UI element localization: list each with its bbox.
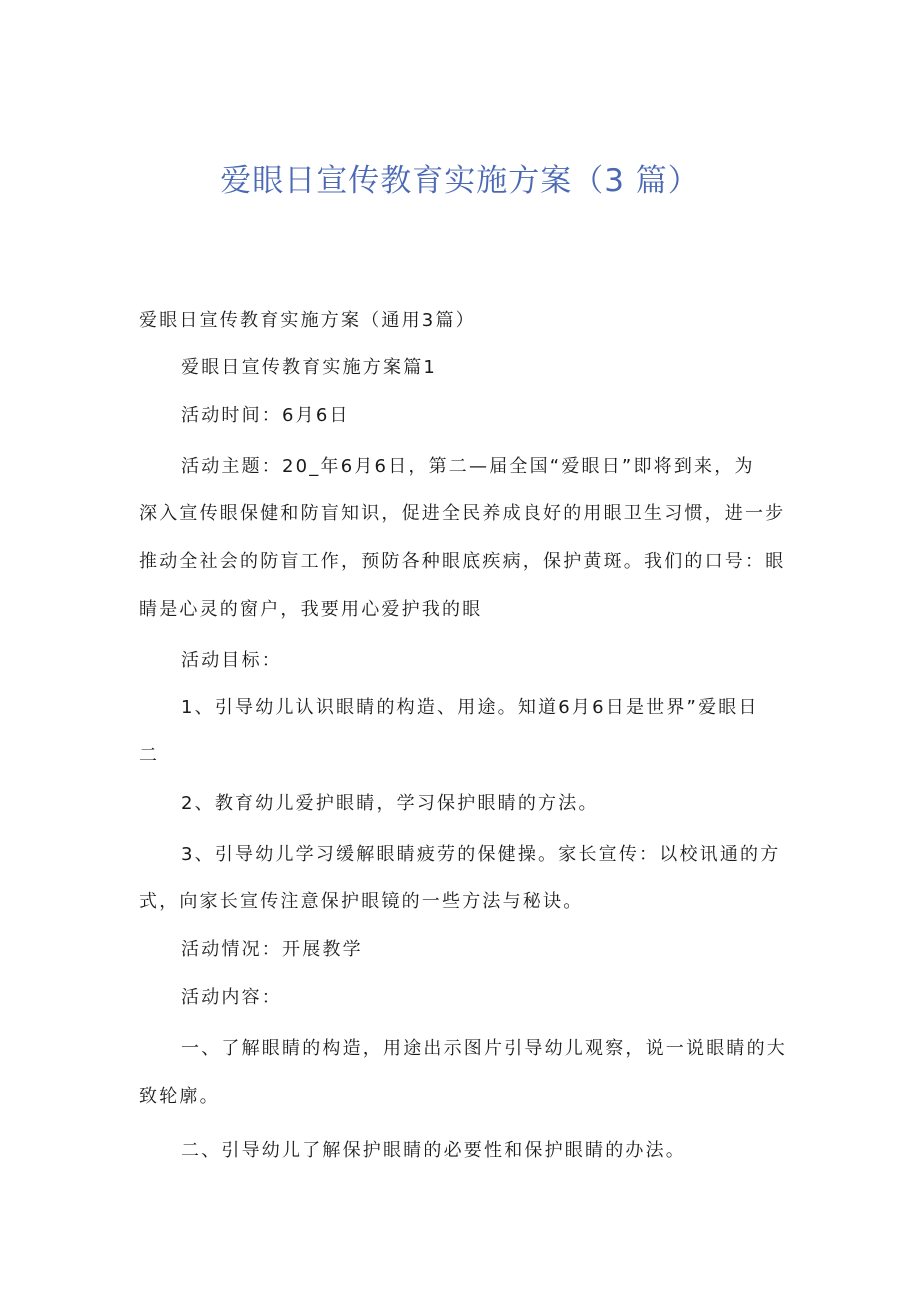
content-2: 二、引导幼儿了解保护眼睛的必要性和保护眼睛的办法。 [181,1140,686,1161]
document-title: 爱眼日宣传教育实施方案（3 篇） [220,163,700,199]
activity-situation: 活动情况：开展教学 [181,939,363,960]
activity-theme-line-4: 睛是心灵的窗户，我要用心爱护我的眼 [139,599,483,620]
goal-1-line-2: 二 [139,745,160,766]
subtitle-line: 爱眼日宣传教育实施方案（通用3篇） [139,310,476,331]
activity-content-heading: 活动内容： [181,987,282,1008]
goal-2: 2、教育幼儿爱护眼睛，学习保护眼睛的方法。 [181,793,599,814]
goal-3-line-1: 3、引导幼儿学习缓解眼睛疲劳的保健操。家长宣传：以校讯通的方 [181,844,781,865]
activity-theme-line-1: 活动主题：20_年6月6日，第二—届全国“爱眼日”即将到来，为 [181,456,755,477]
activity-goal-heading: 活动目标： [181,650,282,671]
goal-3-line-2: 式，向家长宣传注意保护眼镜的一些方法与秘诀。 [139,891,584,912]
content-1-line-2: 致轮廓。 [139,1086,220,1107]
activity-theme-line-3: 推动全社会的防盲工作，预防各种眼底疾病，保护黄斑。我们的口号：眼 [139,551,786,572]
activity-time: 活动时间：6月6日 [181,405,350,426]
goal-1-line-1: 1、引导幼儿认识眼睛的构造、用途。知道6月6日是世界”爱眼日 [181,697,759,718]
section-heading: 爱眼日宣传教育实施方案篇1 [181,357,438,378]
activity-theme-line-2: 深入宣传眼保健和防盲知识，促进全民养成良好的用眼卫生习惯，进一步 [139,503,786,524]
content-1-line-1: 一、了解眼睛的构造，用途出示图片引导幼儿观察，说一说眼睛的大 [181,1038,787,1059]
